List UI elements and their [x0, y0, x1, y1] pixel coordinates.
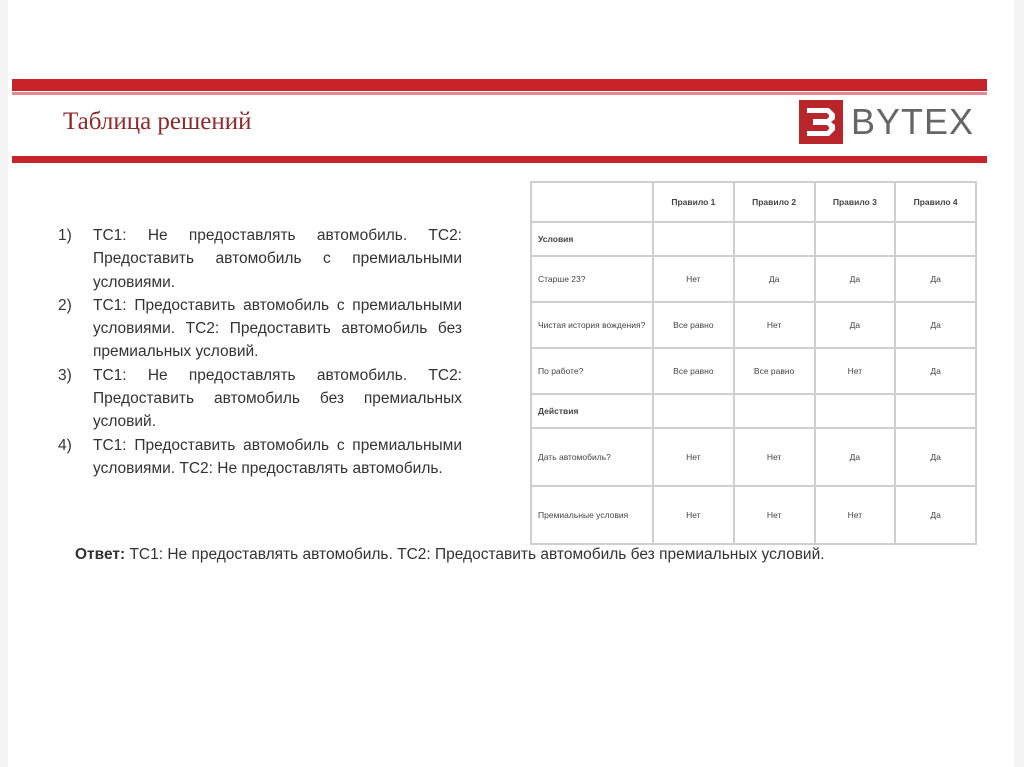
- table-header-cell: [531, 182, 653, 222]
- table-cell: Нет: [734, 428, 815, 486]
- table-cell: Да: [815, 302, 896, 348]
- list-item: [58, 294, 462, 364]
- table-row: [531, 486, 976, 544]
- answer-text: ТС1: Не предоставлять автомобиль. ТС2: Предоставить автомобиль без премиальных условий.: [125, 546, 825, 563]
- table-section-label: Условия: [531, 222, 653, 256]
- table-cell: [815, 222, 896, 256]
- header-top-thin-bar: [12, 92, 987, 95]
- table-row-label: Дать автомобиль?: [531, 428, 653, 486]
- table-row: [531, 428, 976, 486]
- table-header-cell: Правило 3: [815, 182, 896, 222]
- list-item-number: 4): [58, 436, 72, 454]
- list-item-number: 2): [58, 296, 72, 314]
- header-bottom-bar: [12, 156, 987, 163]
- table-cell: Все равно: [653, 302, 734, 348]
- table-row: [531, 222, 976, 256]
- table-cell: [653, 222, 734, 256]
- table-cell: Нет: [815, 348, 896, 394]
- table-cell: [815, 394, 896, 428]
- logo-mark-icon: [799, 100, 843, 144]
- table-cell: [653, 394, 734, 428]
- table-cell: Нет: [653, 256, 734, 302]
- list-item: [58, 364, 462, 434]
- table-cell: Да: [895, 428, 976, 486]
- list-item: [58, 224, 462, 294]
- table-cell: Да: [895, 486, 976, 544]
- table-cell: [895, 222, 976, 256]
- list-item-number: 1): [58, 227, 72, 244]
- table-cell: Нет: [653, 486, 734, 544]
- table-row-label: Старше 23?: [531, 256, 653, 302]
- table-cell: [734, 222, 815, 256]
- table-cell: Да: [734, 256, 815, 302]
- table-row: [531, 256, 976, 302]
- table-cell: [895, 394, 976, 428]
- list-item-text: ТС1: Не предоставлять автомобиль. ТС2: Предоставить автомобиль с премиальными условиями.: [93, 227, 462, 291]
- table-cell: Нет: [653, 428, 734, 486]
- table-cell: Да: [895, 302, 976, 348]
- table-header-cell: Правило 4: [895, 182, 976, 222]
- table-cell: Нет: [815, 486, 896, 544]
- table-row: [531, 348, 976, 394]
- answer: [75, 543, 835, 566]
- table-header-cell: Правило 2: [734, 182, 815, 222]
- table-cell: Все равно: [734, 348, 815, 394]
- answer-label: Ответ:: [75, 546, 126, 563]
- table-header-row: [531, 182, 976, 222]
- table-section-label: Действия: [531, 394, 653, 428]
- test-cases-list: [58, 224, 462, 480]
- table-row-label: Премиальные условия: [531, 486, 653, 544]
- table-row: [531, 394, 976, 428]
- logo-text: BYTEX: [851, 101, 975, 142]
- table-cell: Да: [815, 256, 896, 302]
- list-item-text: ТС1: Предоставить автомобиль с премиальными условиями. ТС2: Предоставить автомобиль без премиальных условий.: [93, 296, 462, 361]
- list-item: [58, 434, 462, 481]
- decision-table: [530, 181, 977, 545]
- table-cell: Нет: [734, 302, 815, 348]
- table-cell: Да: [895, 348, 976, 394]
- header-top-bar: [12, 79, 987, 91]
- table-row-label: По работе?: [531, 348, 653, 394]
- list-item-number: 3): [58, 366, 72, 384]
- table-cell: Да: [815, 428, 896, 486]
- table-cell: Все равно: [653, 348, 734, 394]
- list-item-text: ТС1: Предоставить автомобиль с премиальными условиями. ТС2: Не предоставлять автомобиль.: [93, 436, 462, 477]
- table-row-label: Чистая история вождения?: [531, 302, 653, 348]
- list-item-text: ТС1: Не предоставлять автомобиль. ТС2: Предоставить автомобиль без премиальных условий.: [93, 366, 462, 431]
- table-cell: Да: [895, 256, 976, 302]
- table-header-cell: Правило 1: [653, 182, 734, 222]
- table-cell: [734, 394, 815, 428]
- page-title: Таблица решений: [63, 108, 252, 135]
- logo: [799, 100, 974, 144]
- table-row: [531, 302, 976, 348]
- table-cell: Нет: [734, 486, 815, 544]
